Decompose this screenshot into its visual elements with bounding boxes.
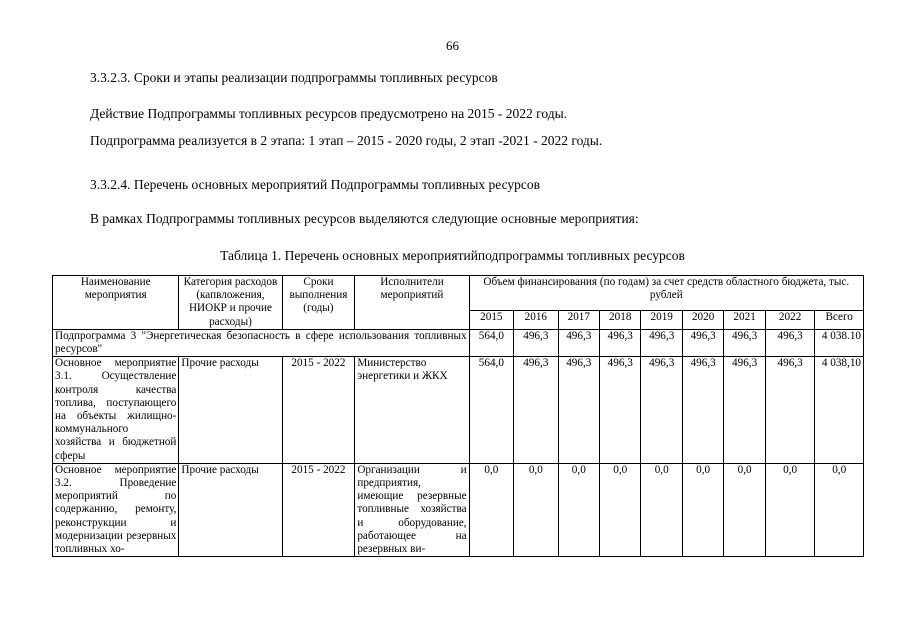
- row-period: 2015 - 2022: [282, 463, 355, 556]
- header-year: 2017: [558, 311, 599, 329]
- cell-value: 0,0: [641, 463, 682, 556]
- cell-value: 496,3: [600, 329, 641, 356]
- cell-value: 0,0: [682, 463, 723, 556]
- row-executors: Министерство энергетики и ЖКХ: [355, 357, 469, 464]
- header-funding: Объем финансирования (по годам) за счет средств областного бюджета, тыс. рублей: [469, 276, 863, 311]
- section-heading-3-3-2-3: 3.3.2.3. Сроки и этапы реализации подпрограммы топливных ресурсов: [90, 70, 498, 85]
- cell-value: 496,3: [724, 329, 765, 356]
- table-row: [53, 357, 864, 464]
- cell-total: 4 038,10: [815, 357, 864, 464]
- cell-value: 0,0: [724, 463, 765, 556]
- table-header-row: [53, 276, 864, 311]
- cell-value: 0,0: [514, 463, 558, 556]
- cell-value: 496,3: [682, 357, 723, 464]
- header-year: 2018: [600, 311, 641, 329]
- cell-value: 496,3: [641, 329, 682, 356]
- cell-value: 564,0: [469, 329, 513, 356]
- header-year: 2015: [469, 311, 513, 329]
- cell-value: 0,0: [558, 463, 599, 556]
- paragraph-stages: Подпрограмма реализуется в 2 этапа: 1 этап – 2015 - 2020 годы, 2 этап -2021 - 2022 годы.: [90, 133, 603, 148]
- table-row: [53, 463, 864, 556]
- cell-value: 496,3: [600, 357, 641, 464]
- row-period: 2015 - 2022: [282, 357, 355, 464]
- table-row: [53, 329, 864, 356]
- cell-value: 496,3: [558, 329, 599, 356]
- cell-value: 496,3: [765, 357, 815, 464]
- header-name: Наименование мероприятия: [53, 276, 179, 330]
- header-period: Сроки выполнения (годы): [282, 276, 355, 330]
- header-year: 2022: [765, 311, 815, 329]
- cell-value: 496,3: [682, 329, 723, 356]
- cell-value: 0,0: [765, 463, 815, 556]
- section-heading-3-3-2-4: 3.3.2.4. Перечень основных мероприятий Подпрограммы топливных ресурсов: [90, 177, 541, 192]
- measures-table: [52, 275, 864, 557]
- paragraph-duration: Действие Подпрограммы топливных ресурсов предусмотрено на 2015 - 2022 годы.: [90, 106, 568, 121]
- cell-value: 496,3: [514, 357, 558, 464]
- row-name: Подпрограмма 3 "Энергетическая безопасность в сфере использования топливных ресурсов": [53, 329, 470, 356]
- row-name: Основное мероприятие 3.1. Осуществление контроля качества топлива, поступающего на объекты жилищно-коммунального хозяйства и бюджетной сферы: [53, 357, 179, 464]
- header-year: 2016: [514, 311, 558, 329]
- row-executors: Организации и предприятия, имеющие резервные топливные хозяйства и оборудование, работающее на резервных ви-: [355, 463, 469, 556]
- cell-value: 564,0: [469, 357, 513, 464]
- cell-value: 496,3: [514, 329, 558, 356]
- row-category: Прочие расходы: [179, 463, 282, 556]
- cell-value: 496,3: [558, 357, 599, 464]
- header-year: 2021: [724, 311, 765, 329]
- row-category: Прочие расходы: [179, 357, 282, 464]
- page-number: 66: [446, 38, 459, 53]
- header-year: 2020: [682, 311, 723, 329]
- paragraph-measures-intro: В рамках Подпрограммы топливных ресурсов выделяются следующие основные мероприятия:: [90, 211, 639, 226]
- row-name: Основное мероприятие 3.2. Проведение мероприятий по содержанию, ремонту, реконструкции и модернизации резервных топливных хо-: [53, 463, 179, 556]
- cell-total: 4 038.10: [815, 329, 864, 356]
- header-total: Всего: [815, 311, 864, 329]
- cell-value: 0,0: [600, 463, 641, 556]
- cell-value: 0,0: [469, 463, 513, 556]
- cell-value: 496,3: [641, 357, 682, 464]
- cell-value: 496,3: [724, 357, 765, 464]
- header-executors: Исполнители мероприятий: [355, 276, 469, 330]
- table-caption: Таблица 1. Перечень основных мероприятийподпрограммы топливных ресурсов: [220, 248, 685, 263]
- cell-value: 496,3: [765, 329, 815, 356]
- header-year: 2019: [641, 311, 682, 329]
- header-category: Категория расходов (капвложения, НИОКР и прочие расходы): [179, 276, 282, 330]
- cell-total: 0,0: [815, 463, 864, 556]
